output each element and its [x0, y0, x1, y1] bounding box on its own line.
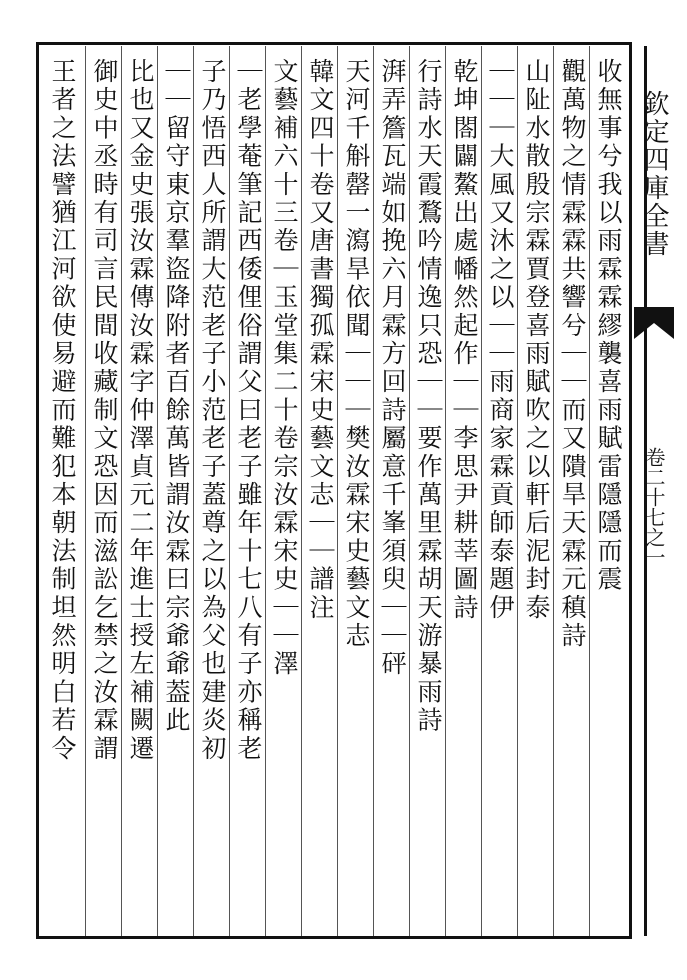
- text-column-6: 行詩水天霞鶩吟情逸只恐｜｜要作萬里霖胡天游暴雨詩: [414, 58, 443, 735]
- text-column-16: 王者之法譬猶江河欲使易避而難犯本朝法制坦然明白若令: [48, 58, 77, 763]
- text-column-2: 觀萬物之情霖霖共響兮｜｜而又隤旱天霖元稹詩: [558, 58, 587, 651]
- text-column-11: ｜老學菴筆記西倭俚俗謂父曰老子雖年十七八有子亦稱老: [234, 58, 263, 763]
- text-column-14: 比也又金史張汝霖傳汝霖字仲澤貞元二年進士授左補闕遷: [126, 58, 155, 763]
- fishtail-mark-icon: [632, 305, 676, 341]
- book-title: 欽定四庫全書: [639, 90, 669, 258]
- running-header: [632, 42, 676, 939]
- text-column-15: 御史中丞時有司言民間收藏制文恐因而滋訟乞禁之汝霖謂: [90, 58, 119, 763]
- text-column-3: 山阯水散殷宗霖賈登喜雨賦吹之以軒后泥封泰: [522, 58, 551, 622]
- text-column-5: 乾坤閤闢鰲出處幡然起作｜｜李思尹耕莘圖詩: [450, 58, 479, 622]
- text-column-8: 天河千斛罄一瀉旱依聞｜｜｜樊汝霖宋史藝文志: [342, 58, 371, 651]
- text-column-12: 子乃悟西人所謂大范老子小范老子蓋尊之以為父也建炎初: [198, 58, 227, 763]
- text-column-13: ｜｜留守東京羣盜降附者百餘萬皆謂汝霖曰宗爺爺葢此: [162, 58, 191, 735]
- text-column-7: 湃弄簷瓦端如挽六月霖方回詩屬意千峯須臾｜｜砰: [378, 58, 407, 679]
- text-column-4: ｜｜｜大風又沐之以｜｜雨商家霖貢師泰題伊: [486, 58, 515, 622]
- text-column-1: 收無事兮我以雨霖霖繆襲喜雨賦雷隱隱而震: [594, 58, 623, 594]
- text-column-10: 文藝補六十三卷｜玉堂集二十卷宗汝霖宋史｜｜澤: [270, 58, 299, 679]
- volume-label: 卷二十七之一: [642, 447, 666, 567]
- text-column-9: 韓文四十卷又唐書獨孤霖宋史藝文志｜｜譜注: [306, 58, 335, 622]
